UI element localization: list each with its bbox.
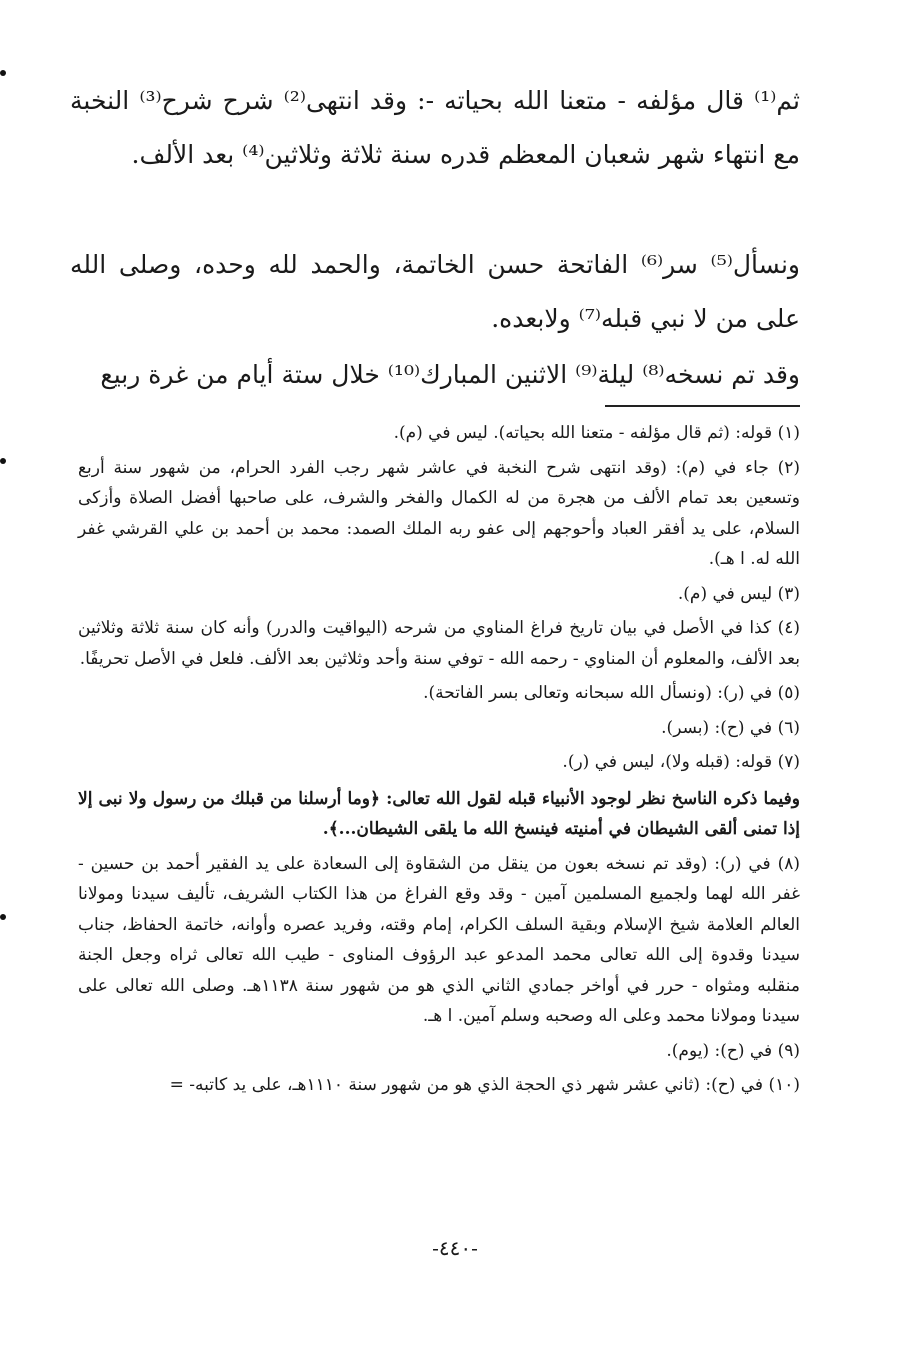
paragraph-text: وقد تم نسخه⁽⁸⁾ ليلة⁽⁹⁾ الاثنين المبارك⁽¹⁰⁾ خلال ستة أيام من غرة ربيع — [100, 360, 800, 389]
footnote: (٢) جاء في (م): (وقد انتهى شرح النخبة في عاشر شهر رجب الفرد الحرام، من شهور سنة أربع وتسعين بعد تمام الألف من هجرة من له الكمال والفخر والشرف، على صاحبها أفضل الصلاة وأزكى السلام، على يد أفقر العباد وأحوجهم إلى عفو ربه الملك الصمد: محمد بن أحمد بن علي القرشي غفر الله له. ا هـ). — [78, 457, 800, 569]
footnote: (٤) كذا في الأصل في بيان تاريخ فراغ المناوي من شرحه (اليواقيت والدرر) وأنه كان سنة ثلاثة وثلاثين بعد الألف، والمعلوم أن المناوي - رحمه الله - توفي سنة وأحد وثلاثين بعد الألف. فلعل في الأصل تحريفًا. — [78, 618, 800, 669]
footnote: (١) قوله: (ثم قال مؤلفه - متعنا الله بحياته). ليس في (م). — [393, 423, 800, 443]
main-paragraph-1 — [70, 74, 800, 182]
footnote: (١٠) في (ح): (ثاني عشر شهر ذي الحجة الذي هو من شهور سنة ١١١٠هـ، على يد كاتبه- = — [169, 1075, 800, 1095]
margin-mark — [0, 458, 6, 464]
footnote: (٨) في (ر): (وقد تم نسخه بعون من ينقل من الشقاوة إلى السعادة على يد الفقير أحمد بن حسين - غفر الله لهما ولجميع المسلمين آمين - وقد وقع الفراغ من هذا الكتاب الشريف، تأليف سيدنا ومولانا العالم العلامة شيخ الإسلام وبقية السلف الكرام، إمام وقته، وفريد عصره وأوانه، خاتمة الحفاظ، جناب سيدنا وقدوة إلى الله تعالى محمد المدعو عبد الرؤوف المناوى - طيب الله تعالى ثراه وجعل الجنة منقلبه ومثواه - حرر في أواخر جمادي الثاني الذي هو من شهور سنة ١١٣٨هـ. وصلى الله تعالى على سيدنا ومولانا محمد وعلى اله وصحبه وسلم آمين. ا هـ. — [78, 853, 800, 1026]
main-paragraph-2 — [70, 238, 800, 346]
footnote: (٩) في (ح): (يوم). — [666, 1040, 800, 1061]
page-number: -٤٤٠- — [432, 1236, 478, 1260]
footnote: (٣) ليس في (م). — [677, 583, 800, 604]
margin-mark — [0, 70, 6, 76]
footnote: (٦) في (ح): (بسر). — [661, 717, 800, 738]
footnote: (٥) في (ر): (ونسأل الله سبحانه وتعالى بسر الفاتحة). — [423, 683, 800, 703]
paragraph-text: ونسأل⁽⁵⁾ سر⁽⁶⁾ الفاتحة حسن الخاتمة، والحمد لله وحده، وصلى الله على من لا نبي قبله⁽⁷⁾ ولابعده. — [70, 250, 800, 333]
footnotes-section — [78, 418, 800, 1105]
footnote-commentary: وفيما ذكره الناسخ نظر لوجود الأنبياء قبله لقول الله تعالى: ﴿وما أرسلنا من قبلك من رسول ولا نبى إلا إذا تمنى ألقى الشيطان في أمنيته فينسخ الله ما يلقى الشيطان...﴾. — [78, 788, 800, 839]
paragraph-text: ثم⁽¹⁾ قال مؤلفه - متعنا الله بحياته -: وقد انتهى⁽²⁾ شرح شرح⁽³⁾ النخبة مع انتهاء شهر شعبان المعظم قدره سنة ثلاثة وثلاثين⁽⁴⁾ بعد الألف. — [70, 86, 801, 169]
main-paragraph-3 — [70, 348, 800, 402]
margin-mark — [0, 914, 6, 920]
footnote: (٧) قوله: (قبله ولا)، ليس في (ر). — [562, 752, 800, 772]
footnote-separator — [605, 405, 800, 407]
